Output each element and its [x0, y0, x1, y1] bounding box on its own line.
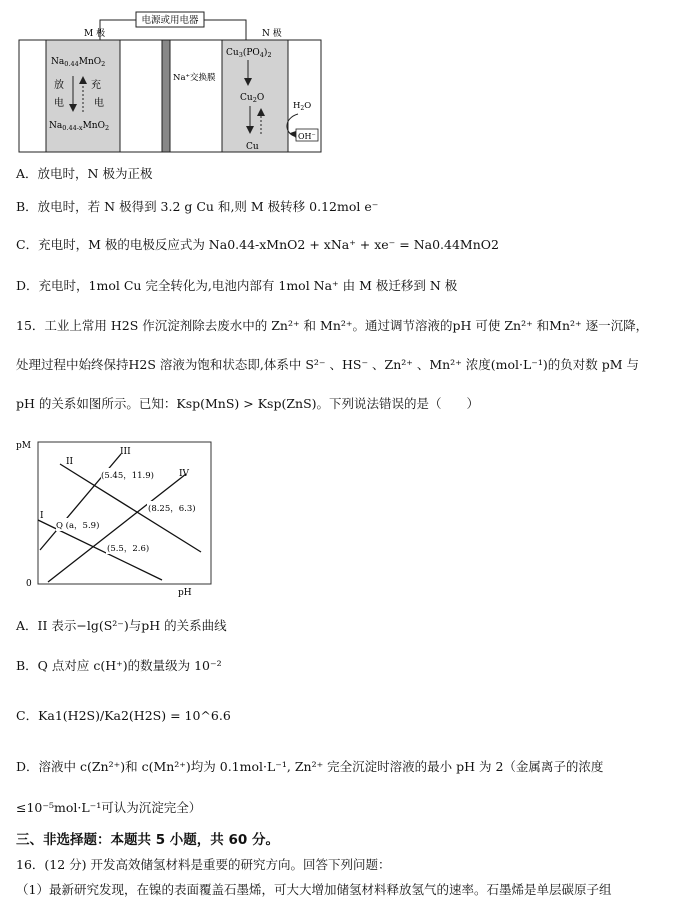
- n-bottom-formula: Cu: [246, 142, 259, 152]
- q15-option-c: C．Ka1(H2S)/Ka2(H2S) = 10^6.6: [16, 708, 231, 723]
- membrane-label: Na⁺交换膜: [173, 73, 216, 83]
- q14-option-a: A．放电时，N 极为正极: [16, 166, 153, 181]
- q15-line-3: pH 的关系如图所示。已知：Ksp(MnS) > Ksp(ZnS)。下列说法错误的是（ ）: [16, 396, 480, 411]
- q15-option-b: B．Q 点对应 c(H⁺)的数量级为 10⁻²: [16, 658, 222, 673]
- origin-label: 0: [26, 579, 32, 589]
- curve-label-iii: III: [120, 447, 131, 457]
- x-axis-label: pH: [178, 588, 192, 598]
- curve-label-ii: II: [66, 457, 74, 467]
- m-bottom-formula: $Na_{0.44-x}MnO_2$: [49, 121, 110, 132]
- point-label-2: (8.25，6.3): [148, 504, 196, 514]
- q15-line-2: 处理过程中始终保持H2S 溶液为饱和状态即,体系中 S²⁻ 、HS⁻ 、Zn²⁺ 、Mn²⁺ 浓度(mol·L⁻¹)的负对数 pM 与: [16, 357, 640, 372]
- point-label-q: Q (a，5.9): [56, 521, 100, 531]
- point-label-1: (5.45，11.9): [101, 471, 154, 481]
- q15-line-1: 15．工业上常用 H2S 作沉淀剂除去废水中的 Zn²⁺ 和 Mn²⁺。通过调节溶液的pH 可使 Zn²⁺ 和Mn²⁺ 逐一沉降，: [16, 318, 649, 333]
- water-label: $H_2O$: [293, 101, 312, 112]
- section-heading: 三、非选择题：本题共 5 小题，共 60 分。: [16, 832, 279, 848]
- q15-option-a: A．II 表示−lg(S²⁻)与pH 的关系曲线: [16, 618, 227, 633]
- n-top-formula: $Cu_3(PO_4)_2$: [226, 48, 272, 59]
- n-electrode-label: N 极: [262, 29, 282, 39]
- q14-option-d: D．充电时，1mol Cu 完全转化为,电池内部有 1mol Na⁺ 由 M 极迁移到 N 极: [16, 278, 458, 293]
- battery-diagram: [18, 8, 323, 156]
- q15-option-d-line-2: ≤10⁻⁵mol·L⁻¹可认为沉淀完全）: [16, 800, 202, 815]
- hydroxide-label: OH⁻: [298, 132, 316, 141]
- q16-stem: 16．(12 分) 开发高效储氢材料是重要的研究方向。回答下列问题：: [16, 857, 391, 872]
- q14-option-b: B．放电时，若 N 极得到 3.2 g Cu 和,则 M 极转移 0.12mol e⁻: [16, 199, 379, 214]
- q15-option-d-line-1: D．溶液中 c(Zn²⁺)和 c(Mn²⁺)均为 0.1mol·L⁻¹, Zn²⁺ 完全沉淀时溶液的最小 pH 为 2（金属离子的浓度: [16, 759, 604, 774]
- pm-ph-graph: [16, 436, 216, 598]
- curve-label-iv: IV: [179, 469, 190, 479]
- y-axis-label: pM: [16, 441, 31, 451]
- charge-char-2: 电: [94, 98, 104, 109]
- n-mid-formula: $Cu_2O$: [240, 93, 265, 104]
- m-top-formula: $Na_{0.44}MnO_2$: [51, 57, 106, 68]
- q16-part-1: （1）最新研究发现，在镍的表面覆盖石墨烯，可大大增加储氢材料释放氢气的速率。石墨烯是单层碳原子组: [16, 882, 612, 897]
- power-source-label: 电源或用电器: [141, 15, 199, 26]
- curve-label-i: I: [40, 511, 44, 521]
- point-label-4: (5.5，2.6): [107, 544, 150, 554]
- discharge-char-2: 电: [54, 98, 64, 109]
- m-electrode-label: M 极: [84, 29, 106, 39]
- q14-option-c: C．充电时，M 极的电极反应式为 Na0.44-xMnO2 + xNa⁺ + xe⁻ = Na0.44MnO2: [16, 237, 499, 252]
- charge-char-1: 充: [91, 80, 101, 91]
- na-exchange-membrane: [162, 40, 170, 152]
- discharge-char-1: 放: [54, 80, 64, 91]
